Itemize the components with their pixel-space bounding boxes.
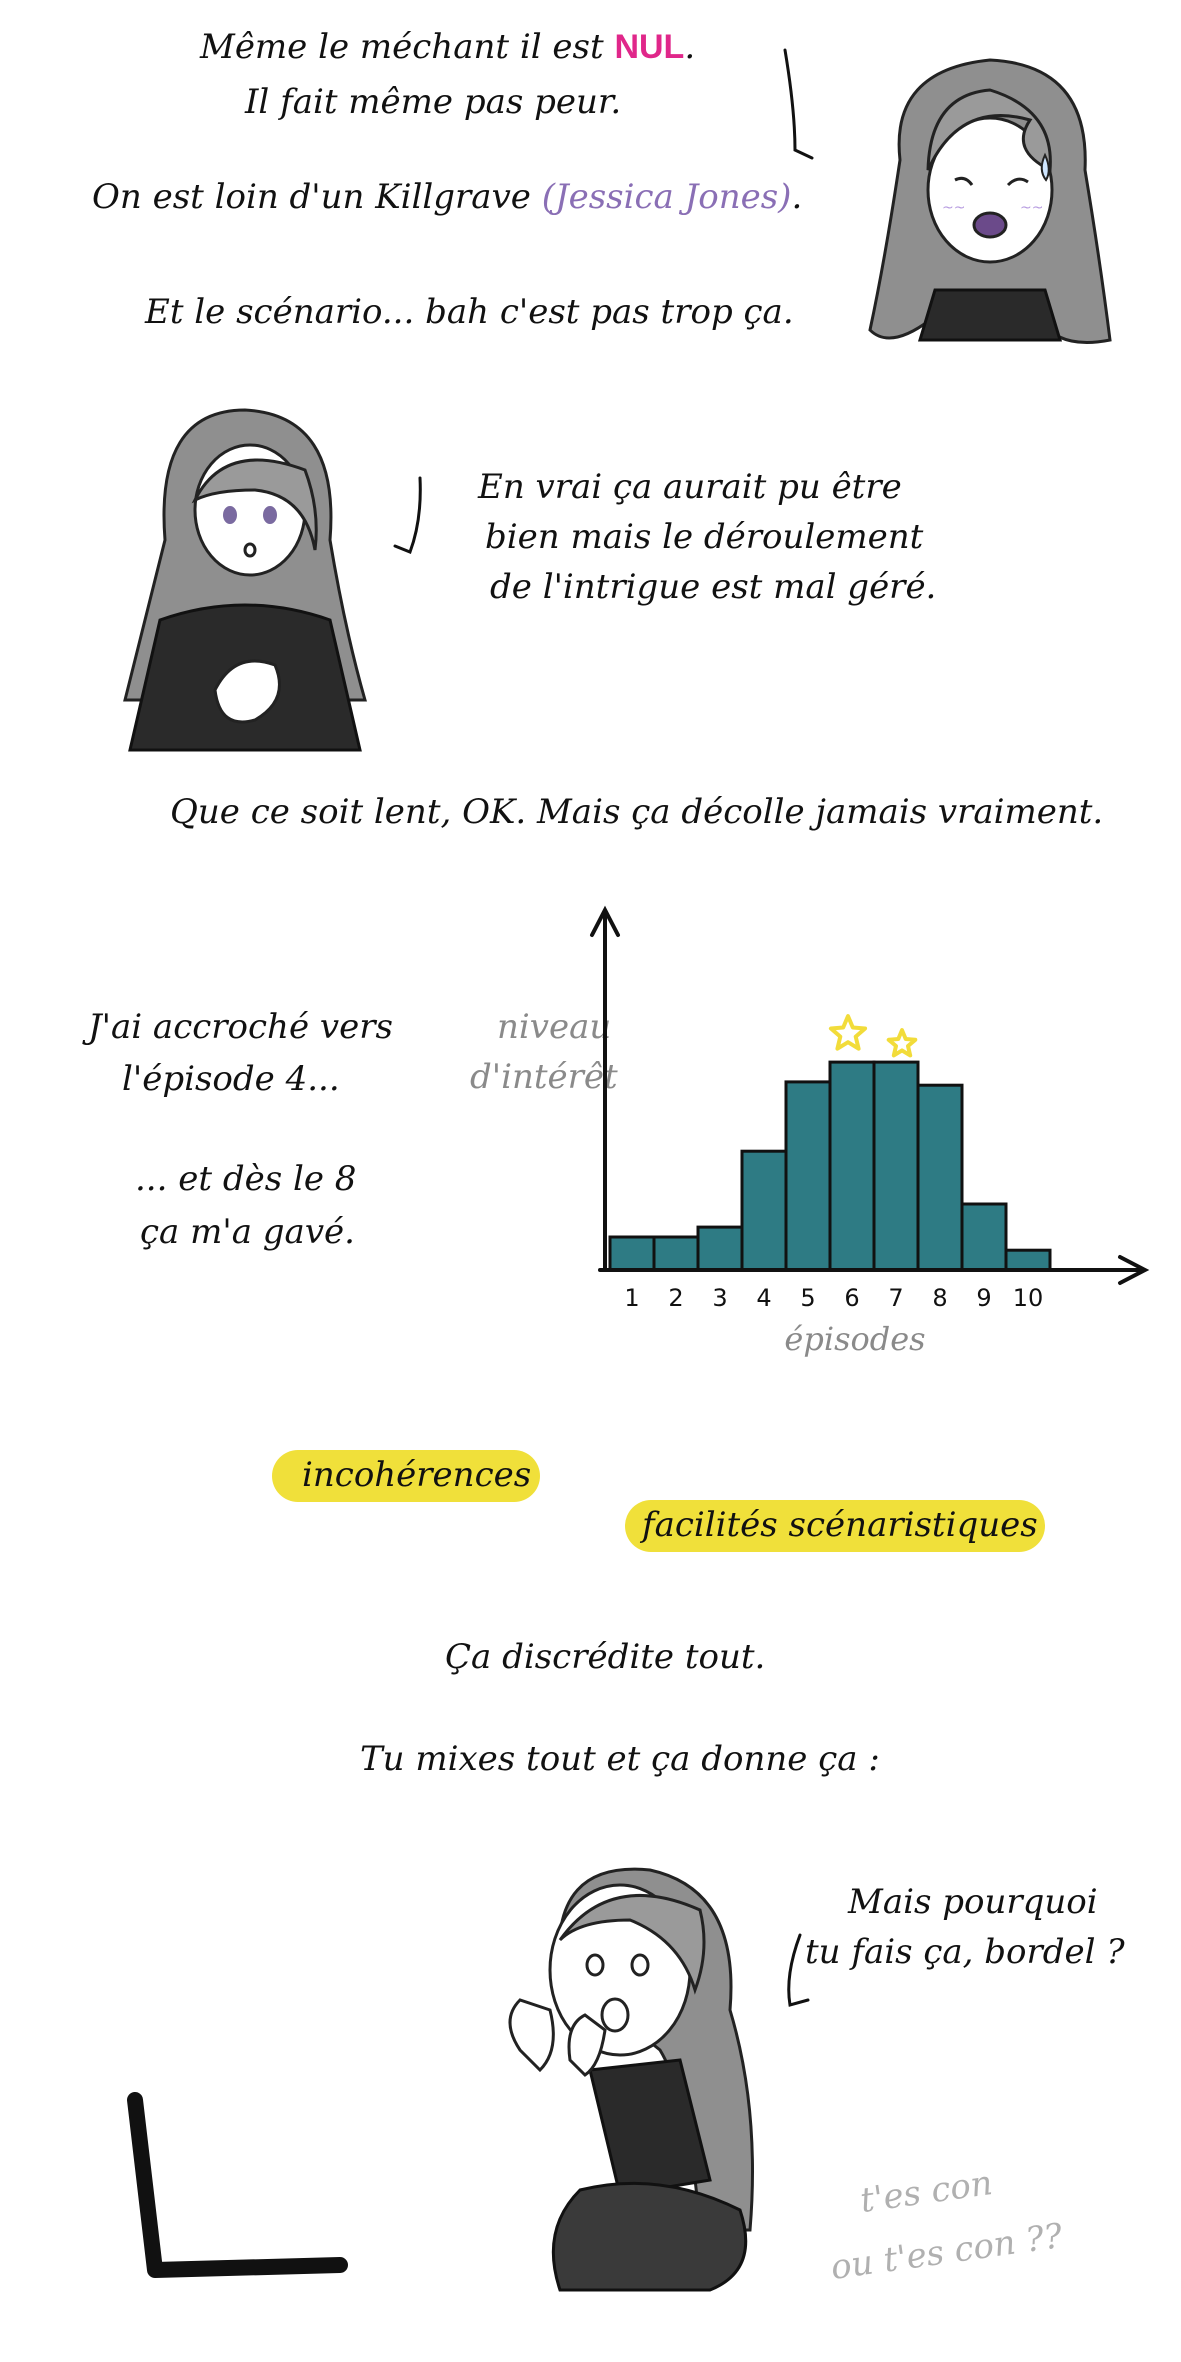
villain-period: . [684,27,696,67]
tick-label-5: 5 [800,1284,816,1312]
killgrave-text: On est loin d'un Killgrave [92,177,542,217]
nul-word: NUL [614,28,685,66]
killgrave-period: . [791,177,803,217]
no-fear-line: Il fait même pas peur. [245,82,622,122]
tick-label-4: 4 [756,1284,772,1312]
slow-line: Que ce soit lent, OK. Mais ça décolle jamais vraiment. [170,792,1104,832]
aside-1: t'es con [857,2162,995,2222]
villain-text: Même le méchant il est [200,27,615,67]
jessica-jones-ref: (Jessica Jones) [541,177,792,217]
chart-ylabel-1: niveau [497,1007,612,1047]
speech-why: Mais pourquoi [848,1882,1098,1922]
tick-label-2: 2 [668,1284,684,1312]
speech-what: tu fais ça, bordel ? [805,1932,1125,1972]
hooked-line: J'ai accroché vers [88,1007,393,1047]
badly-managed-line: de l'intrigue est mal géré. [490,567,937,607]
l-shape [135,2100,340,2270]
tick-label-7: 7 [888,1284,904,1312]
discredit-line: Ça discrédite tout. [445,1637,766,1677]
tick-label-3: 3 [712,1284,728,1312]
chart-xlabel: épisodes [784,1320,926,1358]
svg-text:~~: ~~ [942,200,966,216]
tick-label-9: 9 [976,1284,992,1312]
bored-line: ça m'a gavé. [140,1212,355,1252]
mix-line: Tu mixes tout et ça donne ça : [360,1739,880,1779]
since8-line: ... et dès le 8 [135,1159,357,1199]
tick-label-6: 6 [844,1284,860,1312]
character-shocked [460,1850,790,2310]
tag-facilities: facilités scénaristiques [642,1505,1038,1545]
scenario-line: Et le scénario... bah c'est pas trop ça. [145,292,794,332]
tag-incoherences: incohérences [302,1455,532,1495]
plot-line: bien mais le déroulement [485,517,924,557]
could-be-good-line: En vrai ça aurait pu être [478,467,902,507]
aside-2: ou t'es con ?? [828,2215,1065,2289]
tick-label-10: 10 [1012,1284,1044,1312]
svg-text:~~: ~~ [1020,200,1044,216]
chart-ylabel-2: d'intérêt [470,1057,618,1097]
tick-label-1: 1 [624,1284,640,1312]
episode4-line: l'épisode 4... [122,1059,340,1099]
tick-label-8: 8 [932,1284,948,1312]
